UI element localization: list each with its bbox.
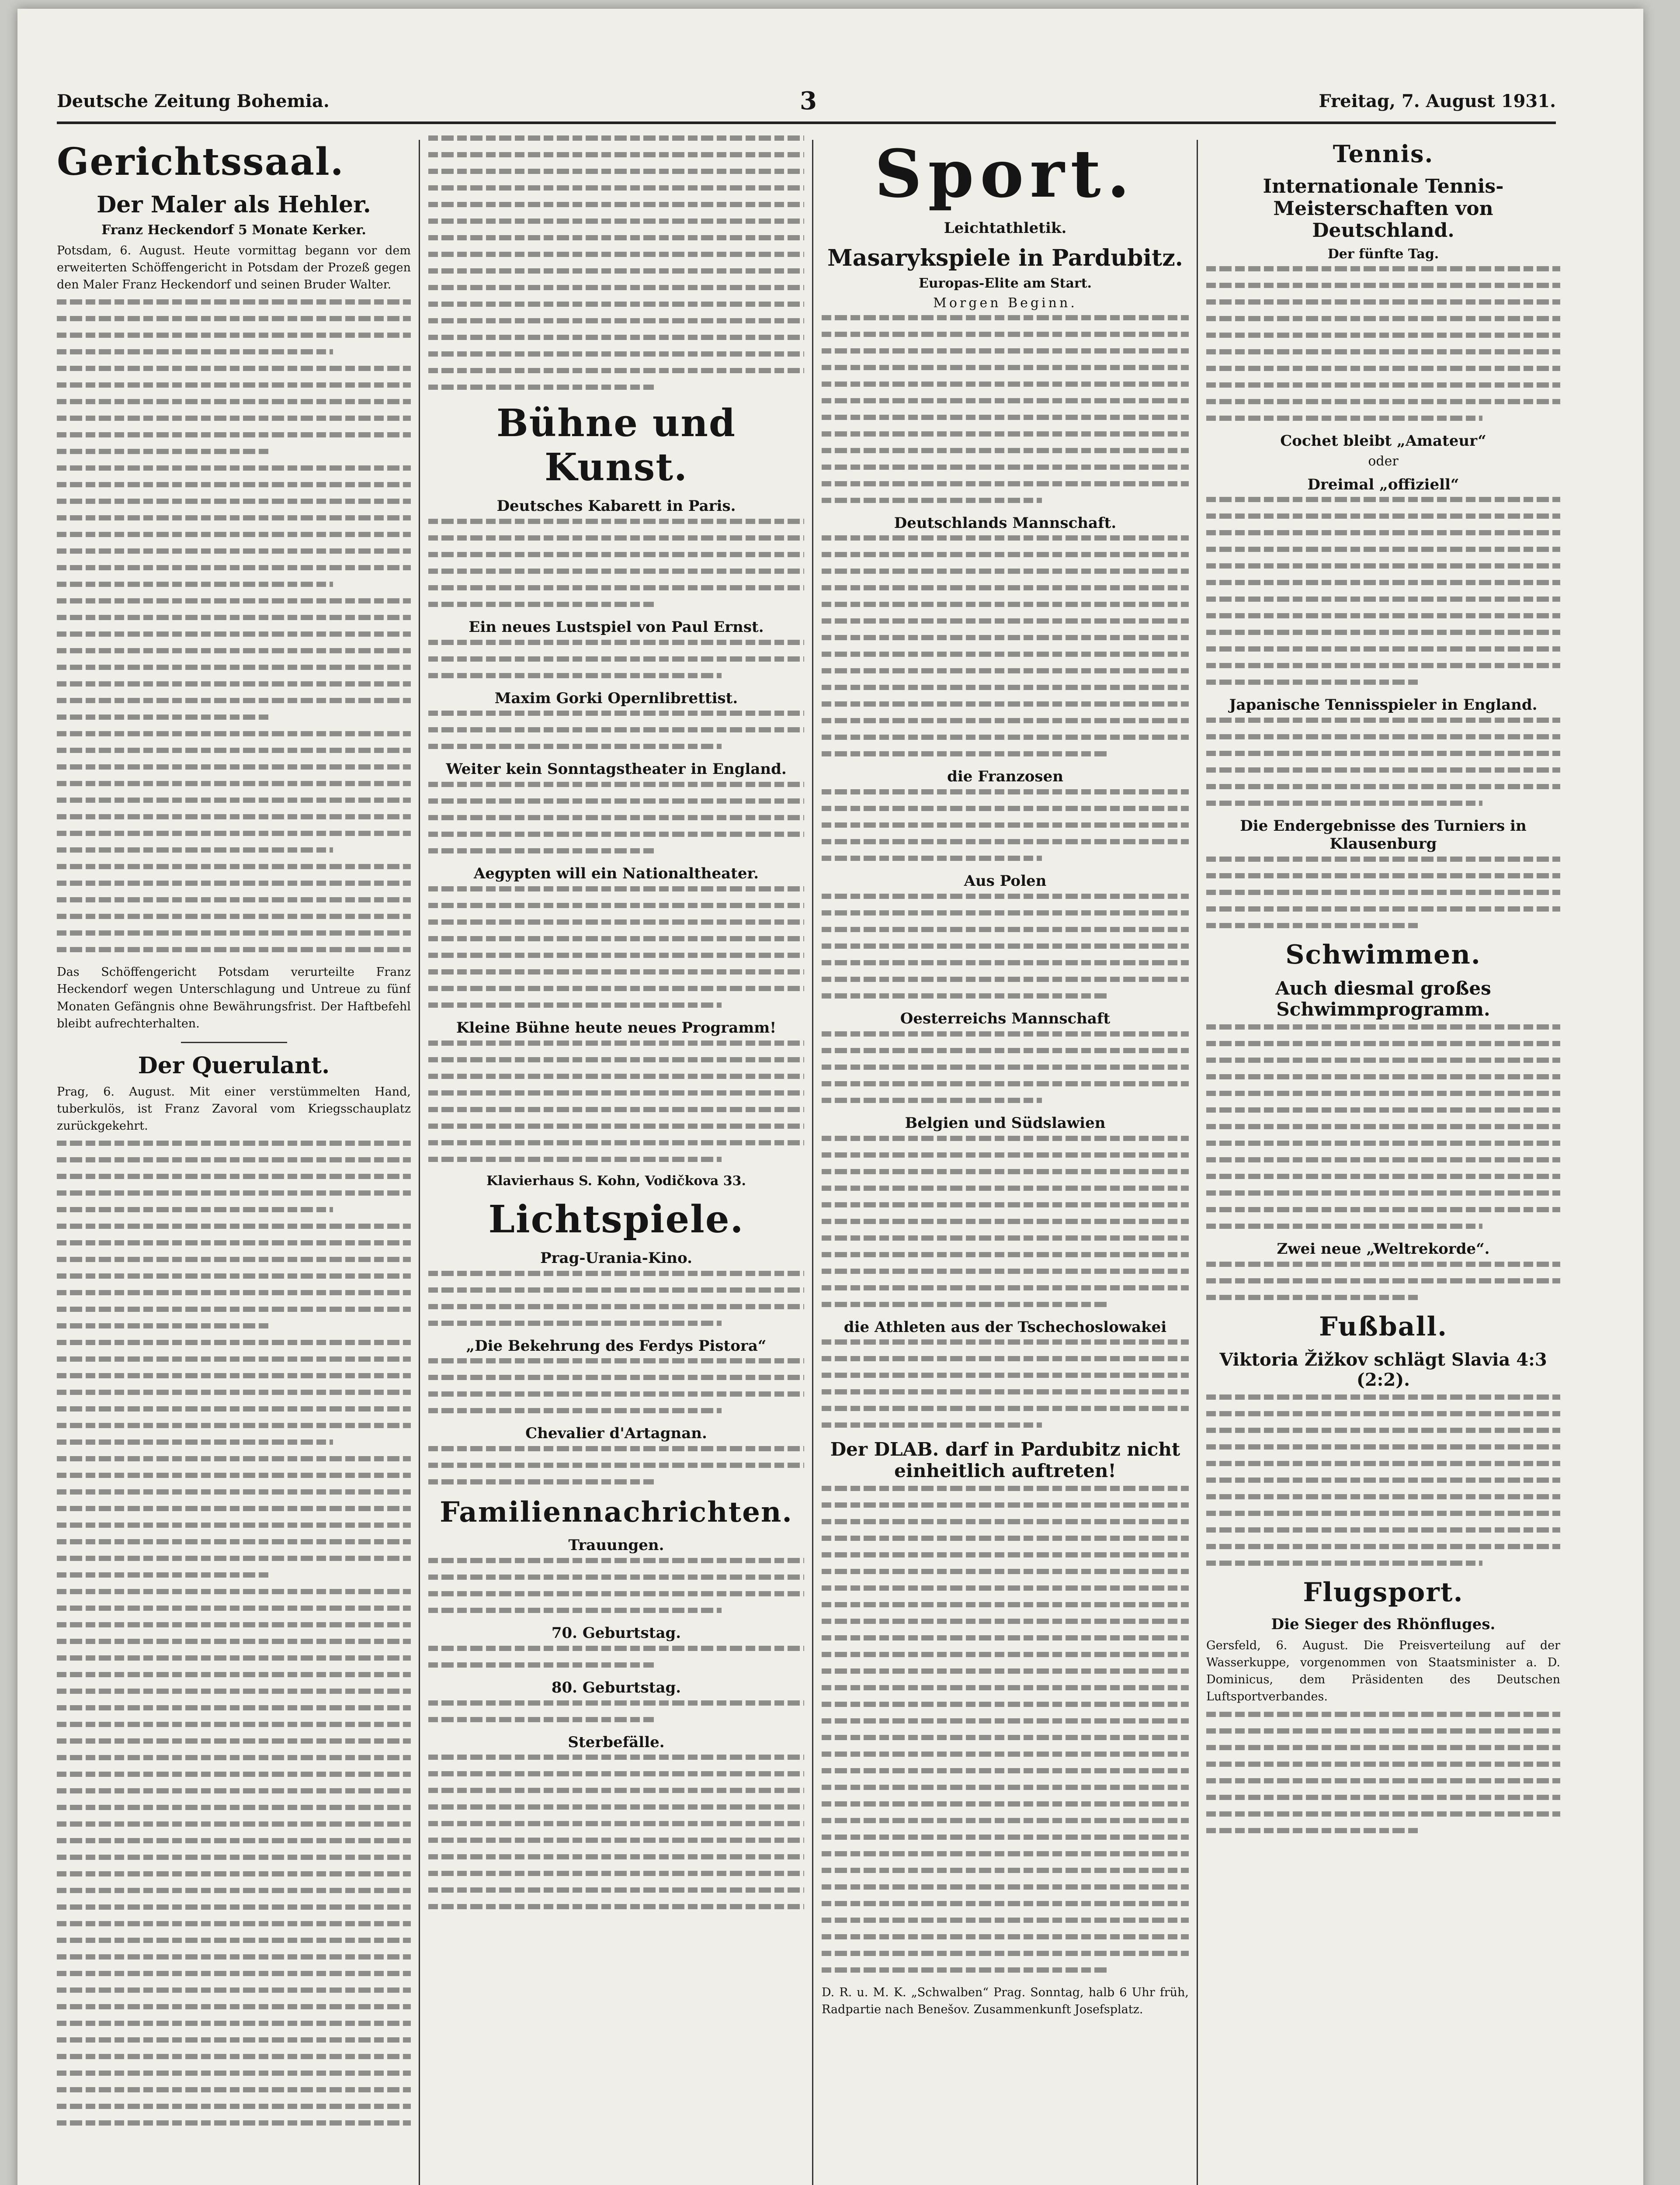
section-title: Bühne und Kunst. <box>496 401 736 489</box>
news-item-title: Deutsches Kabarett in Paris. <box>496 497 736 515</box>
column-rule <box>419 140 420 2185</box>
subheadline: Der fünfte Tag. <box>1327 246 1439 262</box>
news-item-title: Weiter kein Sonntagstheater in England. <box>446 760 787 778</box>
article-body <box>57 1141 411 2126</box>
team-heading: Aus Polen <box>964 872 1047 890</box>
cinema-title: Chevalier d'Artagnan. <box>525 1425 707 1443</box>
headline: Der Maler als Hehler. <box>97 191 371 218</box>
headline: Masarykspiele in Pardubitz. <box>827 244 1183 271</box>
family-title: 70. Geburtstag. <box>551 1624 681 1642</box>
column-sport <box>822 135 1189 2185</box>
news-item-title: Japanische Tennisspieler in England. <box>1229 696 1538 714</box>
subheadline: Franz Heckendorf 5 Monate Kerker. <box>101 222 366 238</box>
column-rule <box>1197 140 1198 2185</box>
section-title: Sport. <box>875 135 1136 212</box>
cinema-title: „Die Bekehrung des Ferdys Pistora“ <box>466 1337 767 1355</box>
section-title: Gerichtssaal. <box>57 140 344 184</box>
news-item-title: Kleine Bühne heute neues Programm! <box>456 1019 777 1037</box>
headline: Viktoria Žižkov schlägt Slavia 4:3 (2:2). <box>1219 1349 1547 1391</box>
article-verdict: Das Schöffengericht Potsdam verurteilte Franz Heckendorf wegen Unterschlagung und Untreue zu fünf Monaten Gefängnis ohne Bewährungsfrist. Der Haftbefehl bleibt aufrechterhalten. <box>57 965 411 1030</box>
column-rule <box>812 140 813 2185</box>
section-title: Lichtspiele. <box>488 1197 744 1242</box>
family-title: Sterbefälle. <box>568 1733 665 1751</box>
news-item-title: Aegypten will ein Nationaltheater. <box>473 865 759 883</box>
advertisement: Klavierhaus S. Kohn, Vodičkova 33. <box>486 1173 746 1189</box>
article-lead: Potsdam, 6. August. Heute vormittag begann vor dem erweiterten Schöffengericht in Potsdam der Prozeß gegen den Maler Franz Heckendorf und seinen Bruder Walter. <box>57 243 411 292</box>
section-title: Tennis. <box>1333 140 1434 168</box>
team-heading: Oesterreichs Mannschaft <box>900 1009 1111 1027</box>
section-title: Familiennachrichten. <box>440 1496 793 1529</box>
section-title: Schwimmen. <box>1285 939 1481 970</box>
column-court <box>57 135 411 2185</box>
team-heading: Deutschlands Mannschaft. <box>894 514 1117 532</box>
family-title: Trauungen. <box>568 1536 664 1554</box>
news-item-title: Ein neues Lustspiel von Paul Ernst. <box>469 618 764 636</box>
column-theater <box>428 135 804 2185</box>
page-number: 3 <box>800 87 817 115</box>
cinema-title: Prag-Urania-Kino. <box>540 1249 692 1267</box>
section-title: Fußball. <box>1319 1311 1448 1342</box>
team-heading: die Athleten aus der Tschechoslowakei <box>843 1318 1167 1336</box>
headline: Der DLAB. darf in Pardubitz nicht einheitlich auftreten! <box>830 1439 1180 1481</box>
section-title: Flugsport. <box>1303 1577 1464 1608</box>
club-notice: D. R. u. M. K. „Schwalben“ Prag. Sonntag, halb 6 Uhr früh, Radpartie nach Benešov. Zusammenkunft Josefsplatz. <box>822 1985 1189 2017</box>
headline: Dreimal „offiziell“ <box>1307 475 1459 493</box>
connector: oder <box>1368 453 1399 469</box>
paper-name: Deutsche Zeitung Bohemia. <box>57 91 330 111</box>
article-body <box>57 299 411 952</box>
news-item-title: Maxim Gorki Opernlibrettist. <box>494 689 738 707</box>
divider <box>181 1042 287 1043</box>
page-header <box>57 82 1556 124</box>
article-lead: Prag, 6. August. Mit einer verstümmelten Hand, tuberkulös, ist Franz Zavoral vom Kriegsschauplatz zurückgekehrt. <box>57 1085 411 1133</box>
subheadline: Europas-Elite am Start. <box>919 275 1092 291</box>
subheadline: Morgen Beginn. <box>933 295 1077 311</box>
headline: Die Sieger des Rhönfluges. <box>1271 1616 1496 1634</box>
article-continuation <box>428 135 804 390</box>
news-item-title: Zwei neue „Weltrekorde“. <box>1277 1240 1490 1258</box>
headline: Cochet bleibt „Amateur“ <box>1280 432 1486 450</box>
sport-category: Leichtathletik. <box>944 219 1067 237</box>
issue-date: Freitag, 7. August 1931. <box>1319 91 1556 111</box>
team-heading: die Franzosen <box>947 768 1063 786</box>
family-title: 80. Geburtstag. <box>551 1679 681 1696</box>
column-tennis <box>1206 135 1560 2185</box>
news-item-title: Die Endergebnisse des Turniers in Klausenburg <box>1240 817 1527 853</box>
headline: Internationale Tennis-Meisterschaften von Deutschland. <box>1263 175 1504 242</box>
headline: Der Querulant. <box>138 1052 330 1079</box>
article-lead: Gersfeld, 6. August. Die Preisverteilung auf der Wasserkuppe, vorgenommen von Staatsminister a. D. Dominicus, dem Präsidenten des Deutschen Luftsportverbandes. <box>1206 1638 1560 1704</box>
newspaper-page <box>17 9 1643 2185</box>
team-heading: Belgien und Südslawien <box>905 1114 1106 1132</box>
headline: Auch diesmal großes Schwimmprogramm. <box>1275 977 1491 1020</box>
